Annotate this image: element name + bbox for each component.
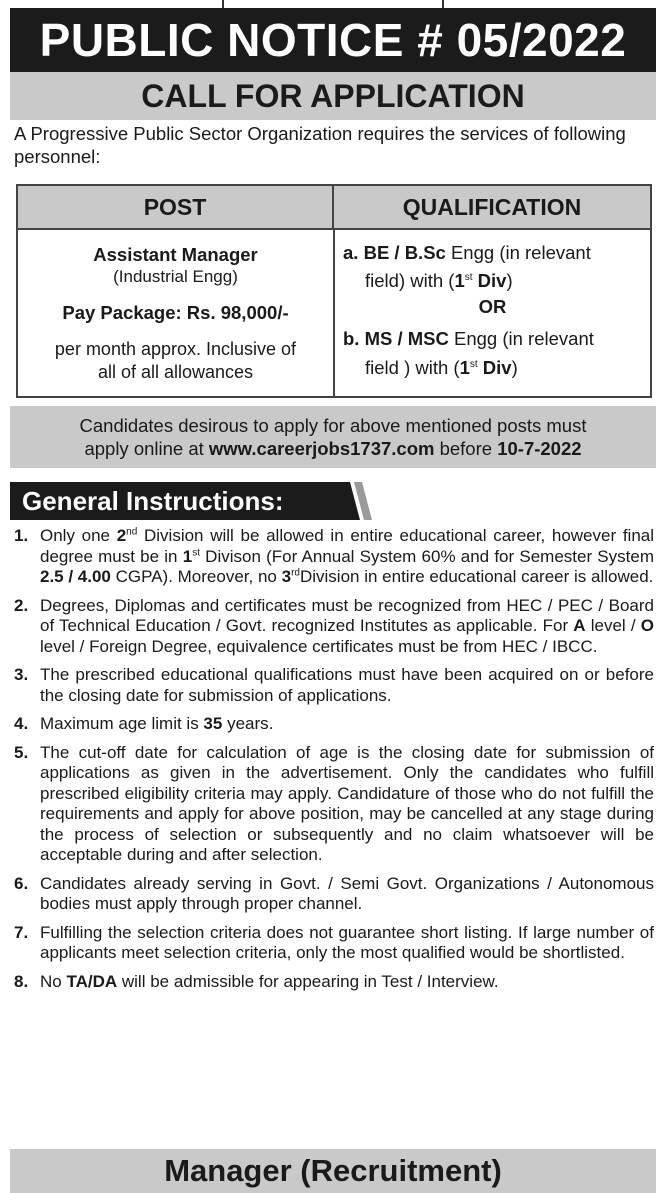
ordinal: 1 [182, 546, 193, 566]
text-run: level / Foreign Degree, equivalence certificates must be from HEC / IBCC. [40, 636, 598, 656]
qualification-b-close: ) [511, 357, 518, 378]
qualification-b-with: field ) with ( [365, 357, 460, 378]
apply-website-link[interactable]: www.careerjobs1737.com [208, 438, 435, 459]
text-run: Only one [40, 526, 117, 545]
instruction-text: Fulfilling the selection criteria does not guarantee short listing. If large number of applicants meet selection criteria, only the most qualified would be shortlisted. [40, 922, 654, 962]
table-header-row [18, 186, 650, 230]
general-instructions-heading: General Instructions: [22, 486, 284, 516]
instruction-text [40, 714, 654, 735]
instructions-list [14, 526, 654, 1000]
general-instructions-header [10, 482, 370, 520]
instruction-text: The cut-off date for calculation of age is the closing date for submission of applications as given in the advertisement. Only the candidates who fulfill prescribed eligibility criteria may apply. Candidature of those who do not fulfill the requirements and apply for above position, may be cancelled at any stage during the process of selection or subsequently and no claim whatsoever will be acceptable during and after selection. [40, 742, 654, 864]
instruction-text: The prescribed educational qualifications must have been acquired on or before the closing date for submission of applications. [40, 665, 654, 705]
closing-date: 10-7-2022 [497, 438, 582, 459]
qualification-b-line2 [365, 357, 518, 379]
post-subtitle: (Industrial Engg) [113, 267, 238, 286]
signature-footer: Manager (Recruitment) [10, 1149, 656, 1193]
text-run: No [40, 971, 67, 991]
qualification-b-marker: b. [343, 328, 360, 349]
instruction-item-4 [14, 714, 654, 735]
instruction-number: 5. [14, 742, 29, 762]
qualification-b-sup: st [469, 358, 478, 370]
call-for-application-heading: CALL FOR APPLICATION [10, 72, 656, 120]
qualification-or: OR [478, 296, 507, 317]
intro-text: A Progressive Public Sector Organization requires the services of following personnel: [14, 123, 626, 167]
positions-table [16, 184, 652, 398]
qualification-b-ordinal: 1 [459, 357, 470, 378]
instruction-item-5 [14, 743, 654, 866]
post-column-header: POST [18, 186, 334, 228]
ordinal-suffix: nd [126, 526, 138, 538]
qualification-cell [335, 232, 650, 396]
qualification-b-div: Div [482, 357, 512, 378]
instruction-number: 8. [14, 971, 29, 991]
text-run: Division in entire educational career is allowed. [299, 567, 654, 586]
text-run: Degrees, Diplomas and certificates must be recognized from HEC / PEC / Board of Technical Education / Govt. recognized Institutes as applicable. For [40, 595, 654, 635]
qualification-a-ordinal: 1 [454, 270, 465, 291]
apply-before: before [434, 438, 498, 459]
instruction-number: 3. [14, 665, 29, 684]
o-level: O [640, 616, 654, 635]
ordinal: 3 [281, 567, 292, 586]
apply-prefix: apply online at [84, 438, 209, 459]
text-run: years. [222, 714, 274, 733]
text-run: Divison (For Annual System 60% and for Semester System [199, 546, 654, 566]
text-run: CGPA). Moreover, no [110, 567, 282, 586]
ordinal-suffix: rd [291, 567, 300, 579]
instruction-text [40, 526, 654, 588]
text-run: level / [585, 616, 641, 635]
apply-online-notice [10, 406, 656, 468]
instruction-number: 1. [14, 526, 29, 545]
top-frame-line [222, 0, 444, 8]
ta-da: TA/DA [66, 971, 118, 991]
instruction-item-3 [14, 665, 654, 706]
instruction-number: 6. [14, 873, 29, 893]
instruction-text [40, 596, 654, 658]
instruction-item-8 [14, 972, 654, 993]
qualification-b-degree: MS / MSC [364, 328, 449, 349]
a-level: A [573, 616, 586, 635]
instruction-item-7 [14, 923, 654, 964]
instruction-number: 2. [14, 595, 29, 615]
qualification-a-field: Engg (in relevant [450, 242, 591, 263]
post-title: Assistant Manager [93, 244, 258, 265]
pay-note-line2: all of all allowances [97, 362, 254, 382]
qualification-a-close: ) [506, 270, 513, 291]
qualification-a-degree: BE / B.Sc [363, 242, 446, 263]
instruction-item-2 [14, 596, 654, 658]
instruction-text: Candidates already serving in Govt. / Semi Govt. Organizations / Autonomous bodies must apply through proper channel. [40, 873, 654, 913]
qualification-a-line1 [343, 242, 591, 264]
qualification-a-div: Div [477, 270, 507, 291]
pay-note-line1: per month approx. Inclusive of [54, 339, 297, 359]
apply-line2 [10, 437, 656, 460]
ordinal: 2 [116, 526, 127, 545]
instruction-text [40, 972, 654, 993]
qualification-b-line1 [343, 328, 594, 350]
qualification-a-marker: a. [343, 242, 359, 263]
text-run: will be admissible for appearing in Test / Interview. [117, 971, 499, 991]
text-run: Division will be allowed in entire educational career, however final degree must be in [40, 526, 655, 566]
instruction-number: 4. [14, 714, 29, 733]
ordinal-suffix: st [192, 546, 200, 558]
qualification-a-line2 [365, 270, 513, 292]
notice-title: PUBLIC NOTICE # 05/2022 [10, 8, 656, 72]
qualification-a-sup: st [464, 271, 473, 283]
instruction-item-1 [14, 526, 654, 588]
qualification-column-header: QUALIFICATION [402, 193, 582, 220]
cgpa-value: 2.5 / 4.00 [40, 567, 111, 586]
qualification-b-field: Engg (in relevant [454, 328, 594, 349]
age-limit: 35 [203, 714, 223, 733]
instruction-item-6 [14, 874, 654, 915]
text-run: Maximum age limit is [40, 714, 204, 733]
instruction-number: 7. [14, 922, 29, 942]
post-cell [18, 232, 333, 396]
apply-line1: Candidates desirous to apply for above mentioned posts must [79, 415, 587, 436]
qualification-a-with: field) with ( [365, 270, 455, 291]
pay-package: Pay Package: Rs. 98,000/- [62, 302, 289, 323]
